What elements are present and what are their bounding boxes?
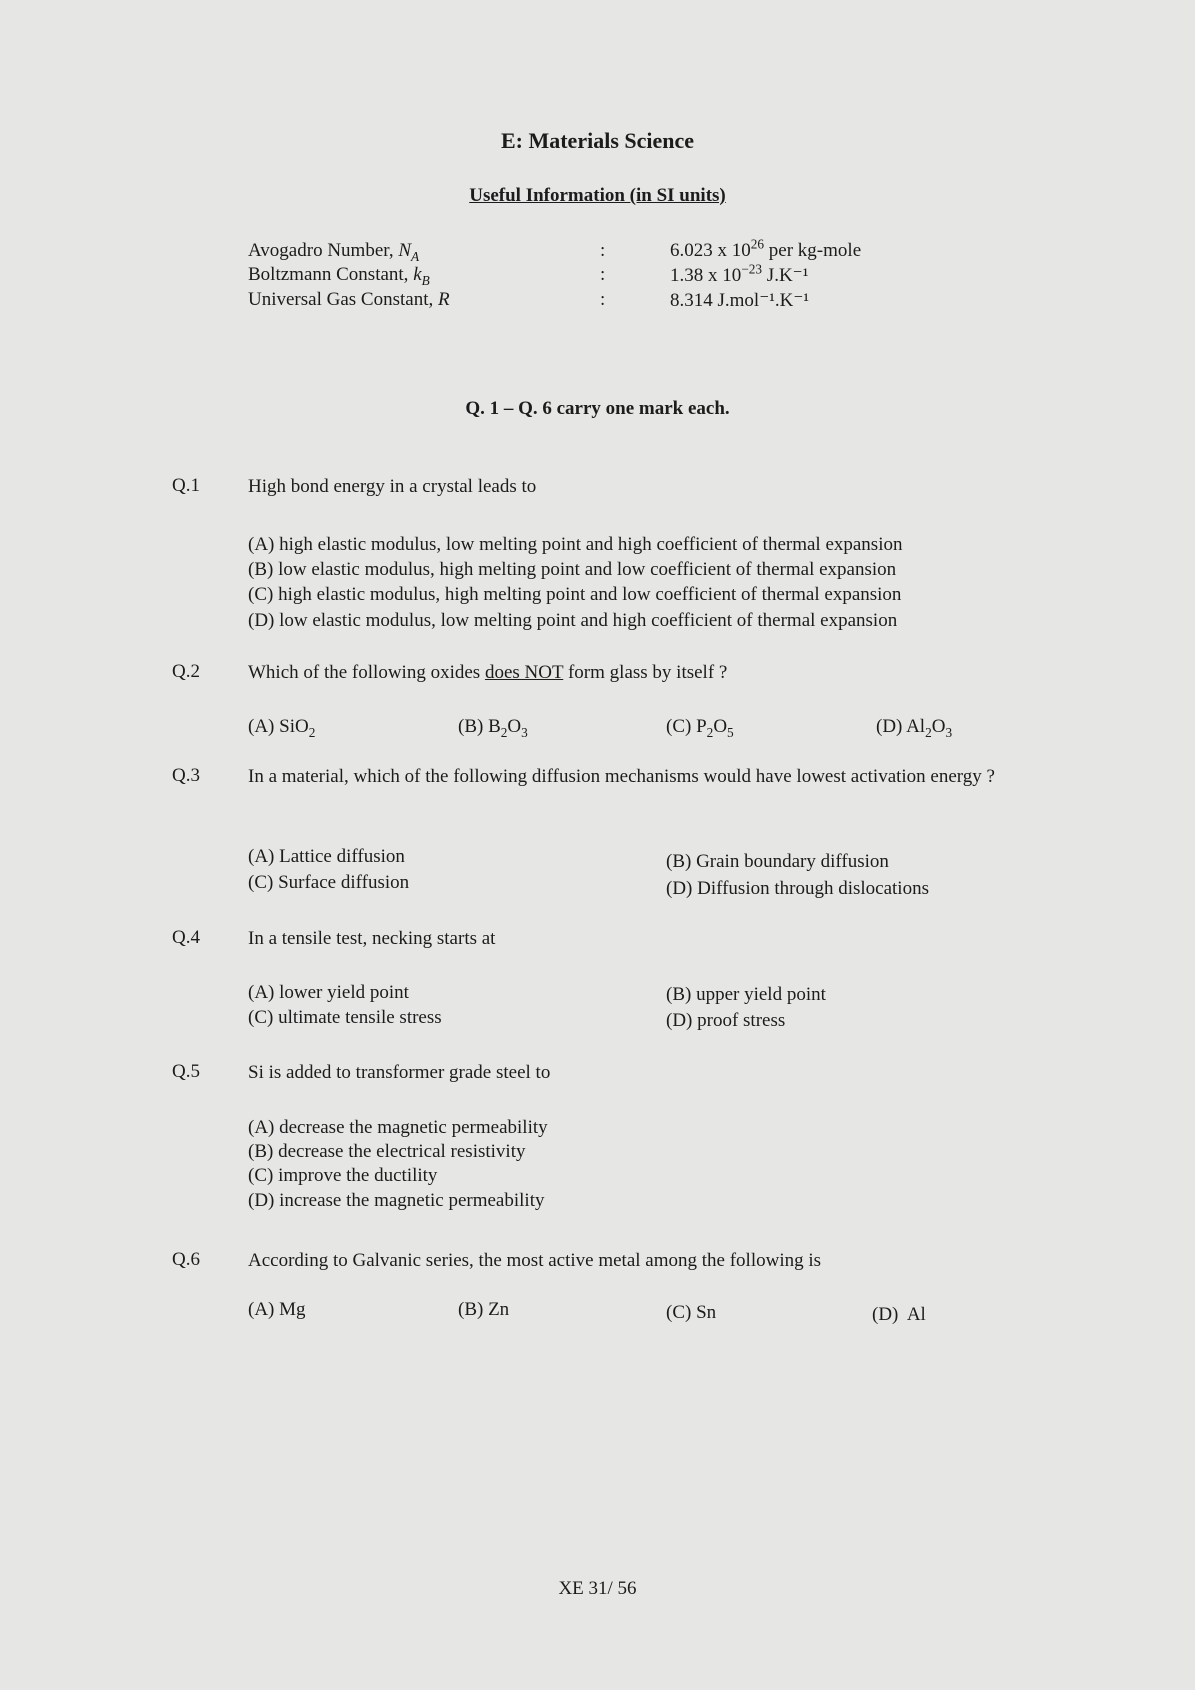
- option-b: (B) low elastic modulus, high melting point and low coefficient of thermal expansion: [248, 559, 897, 580]
- option-d: (D) Diffusion through dislocations: [666, 878, 929, 899]
- option-c: (C) $P_2O_5$: [666, 716, 734, 740]
- option-a: (A) Mg: [248, 1299, 306, 1320]
- option-d: (D) $Al_2O_3$: [876, 716, 953, 740]
- question-number: Q.4: [172, 927, 200, 948]
- option-b: (B) decrease the electrical resistivity: [248, 1141, 526, 1162]
- question-number: Q.3: [172, 765, 200, 786]
- question-text: Si is added to transformer grade steel to: [248, 1062, 551, 1083]
- question-text: In a tensile test, necking starts at: [248, 928, 496, 949]
- option-d: (D) Al: [872, 1304, 926, 1325]
- option-a: (A) SiO$_2$: [248, 716, 316, 740]
- emphasis-underline: does NOT: [484, 662, 564, 683]
- page-footer: XE 31/ 56: [558, 1578, 637, 1599]
- question-number: Q.1: [172, 475, 200, 496]
- option-c: (C) improve the ductility: [248, 1165, 438, 1186]
- option-a: (A) lower yield point: [248, 982, 409, 1003]
- option-c: (C) ultimate tensile stress: [248, 1007, 442, 1028]
- option-b: (B) $B_2O_3$: [458, 716, 528, 740]
- option-c: (C) high elastic modulus, high melting point and low coefficient of thermal expansion: [248, 584, 902, 605]
- option-a: (A) high elastic modulus, low melting point and high coefficient of thermal expansion: [248, 534, 903, 555]
- option-b: (B) Grain boundary diffusion: [666, 851, 889, 872]
- option-d: (D) proof stress: [666, 1010, 786, 1031]
- option-a: (A) decrease the magnetic permeability: [248, 1117, 548, 1138]
- option-b: (B) Zn: [458, 1299, 510, 1320]
- option-d: (D) low elastic modulus, low melting point and high coefficient of thermal expansion: [248, 610, 898, 631]
- question-text: High bond energy in a crystal leads to: [248, 476, 537, 497]
- question-text: Which of the following oxides does NOT form glass by itself ?: [248, 662, 728, 683]
- question-number: Q.5: [172, 1061, 200, 1082]
- option-b: (B) upper yield point: [666, 984, 826, 1005]
- useful-info-heading: Useful Information (in SI units): [469, 185, 726, 206]
- question-text: According to Galvanic series, the most active metal among the following is: [248, 1250, 822, 1271]
- section-title: E: Materials Science: [500, 128, 695, 153]
- option-a: (A) Lattice diffusion: [248, 846, 405, 867]
- option-c: (C) Sn: [666, 1302, 717, 1323]
- marks-heading: Q. 1 – Q. 6 carry one mark each.: [465, 398, 730, 419]
- question-number: Q.2: [172, 661, 200, 682]
- option-d: (D) increase the magnetic permeability: [248, 1190, 545, 1211]
- exam-page: E: Materials Science Useful Information (in SI units) Avogadro Number, $N_A$ : 6.023 x $10^{26}$ per kg-mole Boltzmann Constant, $k_B$ : 1.38 x $10^{-23}$ J.K⁻¹ Universal Gas Constant, R : 8.314 J.mol⁻¹.K⁻¹ Q. 1 – Q. 6 carry one mark each. Q.1 High bond energy in a crystal leads to (A) high elastic modulus, low melting point and high coefficient of thermal expansion (B) low elastic modulus, high melting point and low coefficient of thermal expansion (C) high elastic modulus, high melting point and low coefficient of thermal expansion (D) low elastic modulus, low melting point and high coefficient of thermal expansion Q.2 Which of the following oxides does NOT form glass by itself ? (A) SiO$_2$ (B) $B_2O_3$ (C) $P_2O_5$ (D) $Al_2O_3$ Q.3 In a material, which of the following diffusion mechanisms would have lowest activation energy ? (A) Lattice diffusion (B) Grain boundary diffusion (C) Surface diffusion (D) Diffusion through dislocations Q.4 In a tensile test, necking starts at (A) lower yield point (B) upper yield point (C) ultimate tensile stress (D) proof stress Q.5 Si is added to transformer grade steel to (A) decrease the magnetic permeability (B) decrease the electrical resistivity (C) improve the ductility (D) increase the magnetic permeability Q.6 According to Galvanic series, the most active metal among the following is (A) Mg (B) Zn (C) Sn (D) Al XE 31/ 56: [0, 0, 1195, 1690]
- question-text: In a material, which of the following diffusion mechanisms would have lowest activation energy ?: [248, 766, 995, 787]
- option-c: (C) Surface diffusion: [248, 872, 410, 893]
- question-number: Q.6: [172, 1249, 200, 1270]
